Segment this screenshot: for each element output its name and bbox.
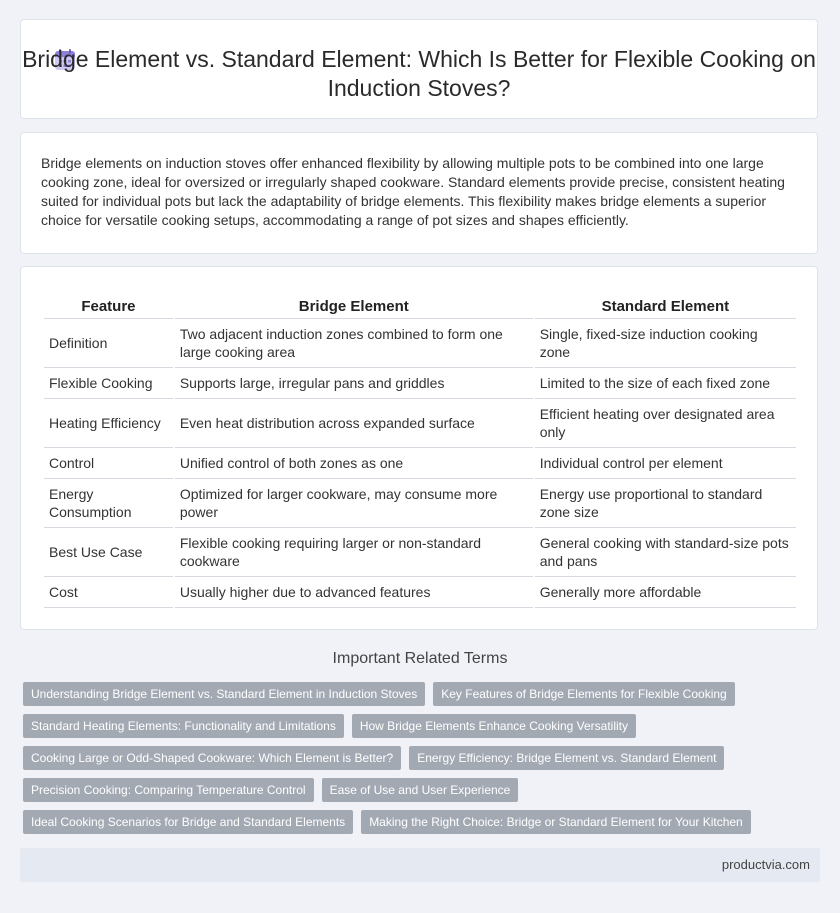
feature-cell: Heating Efficiency bbox=[44, 399, 173, 448]
related-terms-list bbox=[23, 682, 823, 842]
table-row bbox=[44, 399, 796, 448]
standard-cell: Efficient heating over designated area only bbox=[535, 399, 796, 448]
standard-cell: Single, fixed-size induction cooking zone bbox=[535, 319, 796, 368]
standard-cell: Individual control per element bbox=[535, 448, 796, 479]
table-row bbox=[44, 479, 796, 528]
site-name: productvia.com bbox=[721, 857, 810, 872]
feature-cell: Energy Consumption bbox=[44, 479, 173, 528]
standard-cell: Energy use proportional to standard zone size bbox=[535, 479, 796, 528]
related-term-tag[interactable]: Energy Efficiency: Bridge Element vs. Standard Element bbox=[409, 746, 724, 770]
column-header-bridge: Bridge Element bbox=[175, 296, 533, 319]
bridge-cell: Flexible cooking requiring larger or non-standard cookware bbox=[175, 528, 533, 577]
related-term-tag[interactable]: Making the Right Choice: Bridge or Standard Element for Your Kitchen bbox=[361, 810, 751, 834]
comparison-table bbox=[42, 296, 798, 608]
standard-cell: General cooking with standard-size pots and pans bbox=[535, 528, 796, 577]
page-title: Bridge Element vs. Standard Element: Which Is Better for Flexible Cooking on Induction Stoves? bbox=[22, 46, 816, 101]
feature-cell: Cost bbox=[44, 577, 173, 608]
related-terms-heading: Important Related Terms bbox=[332, 650, 508, 667]
table-row bbox=[44, 319, 796, 368]
standard-cell: Limited to the size of each fixed zone bbox=[535, 368, 796, 399]
related-term-tag[interactable]: Precision Cooking: Comparing Temperature Control bbox=[23, 778, 314, 802]
table-row bbox=[44, 368, 796, 399]
table-row bbox=[44, 577, 796, 608]
bridge-cell: Unified control of both zones as one bbox=[175, 448, 533, 479]
related-term-tag[interactable]: Ideal Cooking Scenarios for Bridge and Standard Elements bbox=[23, 810, 353, 834]
bridge-cell: Supports large, irregular pans and griddles bbox=[175, 368, 533, 399]
table-row bbox=[44, 448, 796, 479]
bridge-cell: Usually higher due to advanced features bbox=[175, 577, 533, 608]
summary-card bbox=[20, 132, 818, 254]
related-term-tag[interactable]: Key Features of Bridge Elements for Flexible Cooking bbox=[433, 682, 734, 706]
related-term-tag[interactable]: Cooking Large or Odd-Shaped Cookware: Which Element is Better? bbox=[23, 746, 401, 770]
standard-cell: Generally more affordable bbox=[535, 577, 796, 608]
related-term-tag[interactable]: Standard Heating Elements: Functionality and Limitations bbox=[23, 714, 344, 738]
related-term-tag[interactable]: Understanding Bridge Element vs. Standard Element in Induction Stoves bbox=[23, 682, 425, 706]
related-term-tag[interactable]: Ease of Use and User Experience bbox=[322, 778, 519, 802]
column-header-standard: Standard Element bbox=[535, 296, 796, 319]
summary-paragraph: Bridge elements on induction stoves offer enhanced flexibility by allowing multiple pots to be combined into one large cooking zone, ideal for oversized or irregularly shaped cookware. Standard elements provide precise, consistent heating suited for individual pots but lack the adaptability of bridge elements. This flexibility makes bridge elements a superior choice for versatile cooking setups, accommodating a range of pot sizes and shapes efficiently. bbox=[41, 155, 785, 228]
footer-bar bbox=[20, 848, 820, 882]
feature-cell: Flexible Cooking bbox=[44, 368, 173, 399]
bridge-cell: Optimized for larger cookware, may consume more power bbox=[175, 479, 533, 528]
feature-cell: Best Use Case bbox=[44, 528, 173, 577]
bridge-cell: Two adjacent induction zones combined to form one large cooking area bbox=[175, 319, 533, 368]
table-header-row bbox=[44, 296, 796, 319]
column-header-feature: Feature bbox=[44, 296, 173, 319]
comparison-card bbox=[20, 266, 818, 630]
bridge-cell: Even heat distribution across expanded surface bbox=[175, 399, 533, 448]
table-row bbox=[44, 528, 796, 577]
related-term-tag[interactable]: How Bridge Elements Enhance Cooking Versatility bbox=[352, 714, 636, 738]
feature-cell: Definition bbox=[44, 319, 173, 368]
header-card bbox=[20, 19, 818, 119]
feature-cell: Control bbox=[44, 448, 173, 479]
